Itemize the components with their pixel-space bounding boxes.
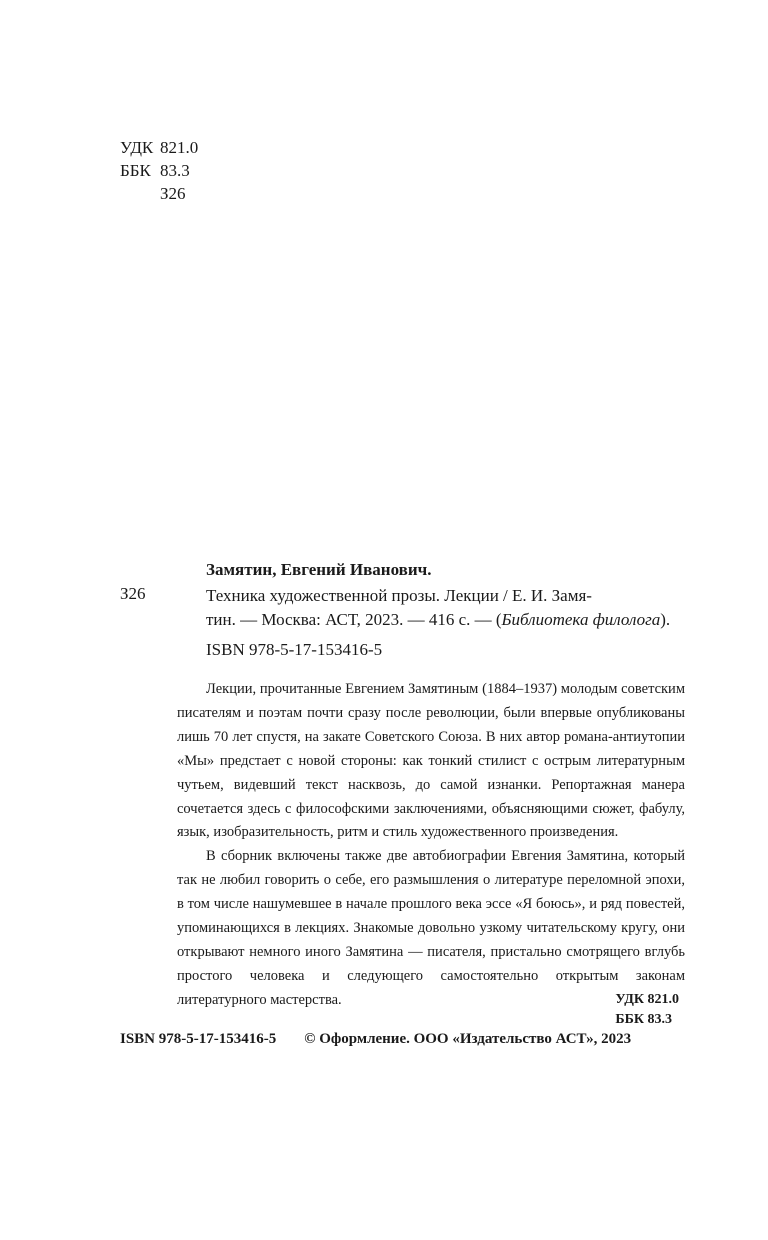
bbk-row bbox=[120, 159, 198, 182]
publication-info: тин. — Москва: АСТ, 2023. — 416 с. — ( bbox=[206, 610, 502, 629]
bibliographic-title bbox=[206, 584, 680, 632]
bbk-label: ББК bbox=[120, 161, 151, 180]
annotation-paragraph-2: В сборник включены также две автобиографии Евгения Замятина, который так не любил говорить о себе, его размышления о литературе переломной эпохи, в том числе нашумевшее в начале прошлого века эссе «Я боюсь», и ряд повестей, упоминающихся в лекциях. Знакомые довольно узкому читательскому кругу, они открывают немного иного Замятина — писателя, пристально смотрящего вглубь простого человека и следующего самостоятельно открытым законам литературного мастерства. bbox=[177, 848, 685, 1008]
series-name: Библиотека филолога bbox=[501, 610, 661, 629]
title-line-2 bbox=[206, 608, 680, 632]
classification-codes-top bbox=[120, 136, 198, 205]
classification-codes-bottom bbox=[615, 990, 679, 1030]
author-heading: Замятин, Евгений Иванович. bbox=[206, 560, 432, 579]
footer-isbn: ISBN 978-5-17-153416-5 bbox=[120, 1031, 277, 1047]
udk-row bbox=[120, 136, 198, 159]
author-sign: З26 bbox=[120, 584, 146, 603]
udk-value: 821.0 bbox=[160, 138, 199, 157]
copyright: © Оформление. ООО «Издательство АСТ», 2023 bbox=[304, 1031, 632, 1047]
annotation-paragraph-1: Лекции, прочитанные Евгением Замятиным (1884–1937) молодым советским писателям и поэтам почти сразу после революции, были впервые опубликованы лишь 70 лет спустя, на закате Советского Союза. В них автор романа-антиутопии «Мы» предстает с новой стороны: как тонкий стилист с острым литературным чутьем, видевший текст насквозь, до самой изнанки. Репортажная манера сочетается здесь с философскими заключениями, объясняющими сюжет, фабулу, язык, изобразительность, ритм и стиль художественного произведения. bbox=[177, 681, 685, 841]
footer bbox=[120, 1031, 631, 1048]
author-sign-value: З26 bbox=[160, 184, 186, 203]
title-line-1: Техника художественной прозы. Лекции / Е. И. Замя- bbox=[206, 586, 592, 605]
bbk-code: ББК 83.3 bbox=[615, 1012, 673, 1027]
bbk-value: 83.3 bbox=[160, 161, 190, 180]
udk-code: УДК 821.0 bbox=[615, 992, 679, 1007]
publication-info-end: ). bbox=[660, 610, 671, 629]
annotation bbox=[177, 678, 685, 1013]
author-sign-row bbox=[120, 182, 198, 205]
isbn: ISBN 978-5-17-153416-5 bbox=[206, 640, 383, 659]
udk-label: УДК bbox=[120, 138, 154, 157]
